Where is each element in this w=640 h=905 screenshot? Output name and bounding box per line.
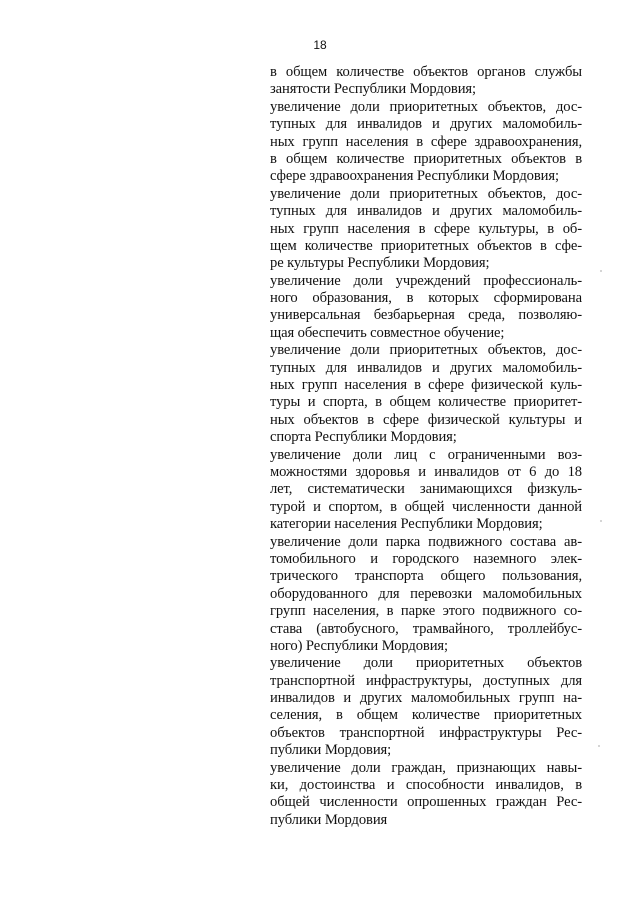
- page-number: 18: [313, 38, 327, 52]
- text-line: тупных для инвалидов и других маломобиль-: [270, 116, 582, 133]
- paragraph: [270, 99, 582, 186]
- text-line: сфере здравоохранения Республики Мордовия;: [270, 168, 559, 185]
- text-line: спорта Республики Мордовия;: [270, 429, 457, 446]
- text-line: ных групп населения в сфере культуры, в об-: [270, 220, 582, 237]
- text-line: ных групп населения в сфере физической куль-: [270, 377, 582, 394]
- text-line: селения, в общем количестве приоритетных: [270, 707, 582, 724]
- text-line: публики Мордовия;: [270, 742, 392, 759]
- document-body: [270, 64, 582, 829]
- text-line: оборудованного для перевозки маломобильных: [270, 585, 582, 602]
- text-line: трического транспорта общего пользования,: [270, 568, 582, 585]
- text-line: тупных для инвалидов и других маломобиль-: [270, 203, 582, 220]
- text-line: ных объектов в сфере физической культуры и: [270, 411, 582, 428]
- scan-artifact: [600, 270, 602, 272]
- text-line: в общем количестве объектов органов службы: [270, 64, 582, 80]
- text-line: инвалидов и других маломобильных групп на-: [270, 690, 582, 707]
- text-line: транспортной инфраструктуры, доступных для: [270, 672, 582, 689]
- paragraph: [270, 64, 582, 99]
- text-line: увеличение доли приоритетных объектов, дос-: [270, 185, 582, 202]
- paragraph: [270, 342, 582, 446]
- text-line: ного образования, в которых сформирована: [270, 290, 582, 307]
- text-line: става (автобусного, трамвайного, троллейбус-: [270, 620, 582, 637]
- text-line: увеличение доли парка подвижного состава ав-: [270, 533, 582, 550]
- paragraph: [270, 186, 582, 273]
- text-line: томобильного и городского наземного элек-: [270, 550, 582, 567]
- text-line: в общем количестве приоритетных объектов в: [270, 150, 582, 167]
- text-line: увеличение доли приоритетных объектов, дос-: [270, 98, 582, 115]
- text-line: занятости Республики Мордовия;: [270, 81, 476, 98]
- paragraph: [270, 655, 582, 759]
- scan-artifact: [600, 520, 602, 522]
- text-line: туры и спорта, в общем количестве приоритет-: [270, 394, 582, 411]
- paragraph: [270, 760, 582, 830]
- text-line: ных групп населения в сфере здравоохранения,: [270, 133, 582, 150]
- text-line: категории населения Республики Мордовия;: [270, 516, 543, 533]
- text-line: ре культуры Республики Мордовия;: [270, 255, 490, 272]
- text-line: ного) Республики Мордовия;: [270, 637, 448, 654]
- text-line: увеличение доли граждан, признающих навы-: [270, 759, 582, 776]
- text-line: увеличение доли приоритетных объектов: [270, 655, 582, 672]
- text-line: увеличение доли учреждений профессиональ-: [270, 272, 582, 289]
- text-line: универсальная безбарьерная среда, позволяю-: [270, 307, 582, 324]
- paragraph: [270, 273, 582, 343]
- text-line: лет, систематически занимающихся физкуль-: [270, 481, 582, 498]
- text-line: ки, достоинства и способности инвалидов, в: [270, 777, 582, 794]
- text-line: щем количестве приоритетных объектов в сфе-: [270, 237, 582, 254]
- text-line: публики Мордовия: [270, 811, 388, 828]
- text-line: увеличение доли приоритетных объектов, дос-: [270, 342, 582, 359]
- paragraph: [270, 447, 582, 534]
- text-line: общей численности опрошенных граждан Рес-: [270, 794, 582, 811]
- paragraph: [270, 534, 582, 656]
- text-line: турой и спортом, в общей численности данной: [270, 498, 582, 515]
- text-line: групп населения, в парке этого подвижного со-: [270, 603, 582, 620]
- text-line: увеличение доли лиц с ограниченными воз-: [270, 446, 582, 463]
- text-line: тупных для инвалидов и других маломобиль-: [270, 359, 582, 376]
- text-line: щая обеспечить совместное обучение;: [270, 324, 505, 341]
- text-line: можностями здоровья и инвалидов от 6 до 18: [270, 463, 582, 480]
- text-line: объектов транспортной инфраструктуры Рес-: [270, 724, 582, 741]
- scan-artifact: [598, 745, 600, 747]
